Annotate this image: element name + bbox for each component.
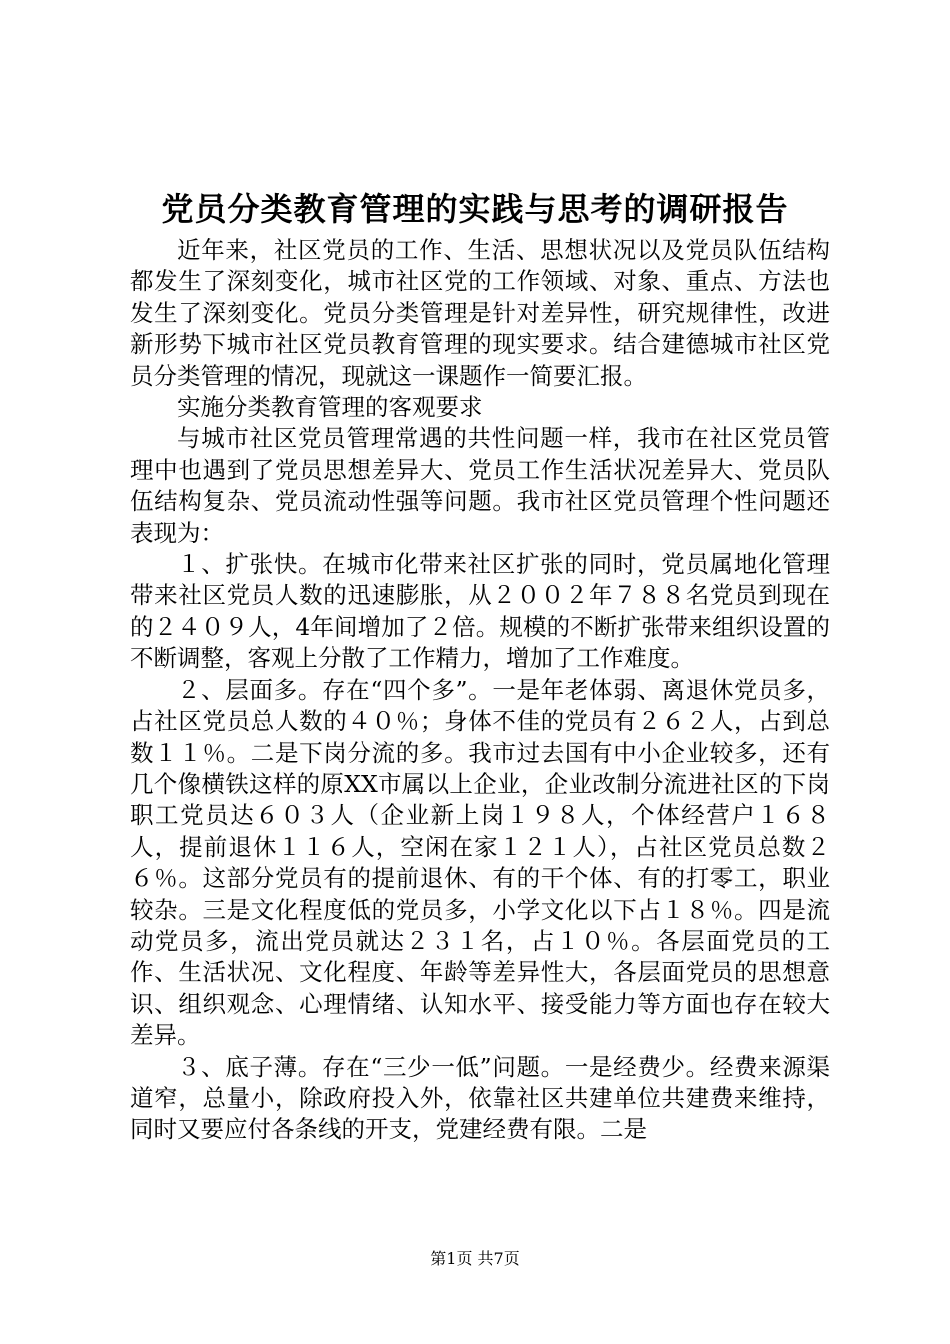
paragraph-intro: 近年来，社区党员的工作、生活、思想状况以及党员队伍结构都发生了深刻变化，城市社区党的工作领域、对象、重点、方法也发生了深刻变化。党员分类管理是针对差异性，研究规律性，改进新形势下城市社区党员教育管理的现实要求。结合建德城市社区党员分类管理的情况，现就这一课题作一简要汇报。 (130, 236, 830, 390)
paragraph-point-3: ３、底子薄。存在“三少一低”问题。一是经费少。经费来源渠道窄，总量小，除政府投入外，依靠社区共建单位共建费来维持，同时又要应付各条线的开支，党建经费有限。二是 (130, 1052, 830, 1144)
document-body (130, 235, 830, 1146)
section-heading: 实施分类教育管理的客观要求 (177, 393, 483, 422)
document-title: 党员分类教育管理的实践与思考的调研报告 (161, 190, 789, 228)
paragraph-common-issues: 与城市社区党员管理常遇的共性问题一样，我市在社区党员管理中也遇到了党员思想差异大、党员工作生活状况差异大、党员队伍结构复杂、党员流动性强等问题。我市社区党员管理个性问题还表现为： (130, 424, 830, 547)
paragraph-point-1: １、扩张快。在城市化带来社区扩张的同时，党员属地化管理带来社区党员人数的迅速膨胀，从２００２年７８８名党员到现在的２４０９人，4年间增加了２倍。规模的不断扩张带来组织设置的不断调整，客观上分散了工作精力，增加了工作难度。 (130, 550, 830, 673)
paragraph-point-2: ２、层面多。存在“四个多”。一是年老体弱、离退休党员多，占社区党员总人数的４０％；身体不佳的党员有２６２人，占到总数１１％。二是下岗分流的多。我市过去国有中小企业较多，还有几个像横铁这样的原XX市属以上企业，企业改制分流进社区的下岗职工党员达６０３人（企业新上岗１９８人，个体经营户１６８人，提前退休１１６人，空闲在家１２１人），占社区党员总数２６％。这部分党员有的提前退休、有的干个体、有的打零工，职业较杂。三是文化程度低的党员多，小学文化以下占１８％。四是流动党员多，流出党员就达２３１名，占１０％。各层面党员的工作、生活状况、文化程度、年龄等差异性大，各层面党员的思想意识、组织观念、心理情绪、认知水平、接受能力等方面也存在较大差异。 (130, 675, 830, 1050)
page-number-footer: 第1页 共7页 (430, 1249, 520, 1268)
